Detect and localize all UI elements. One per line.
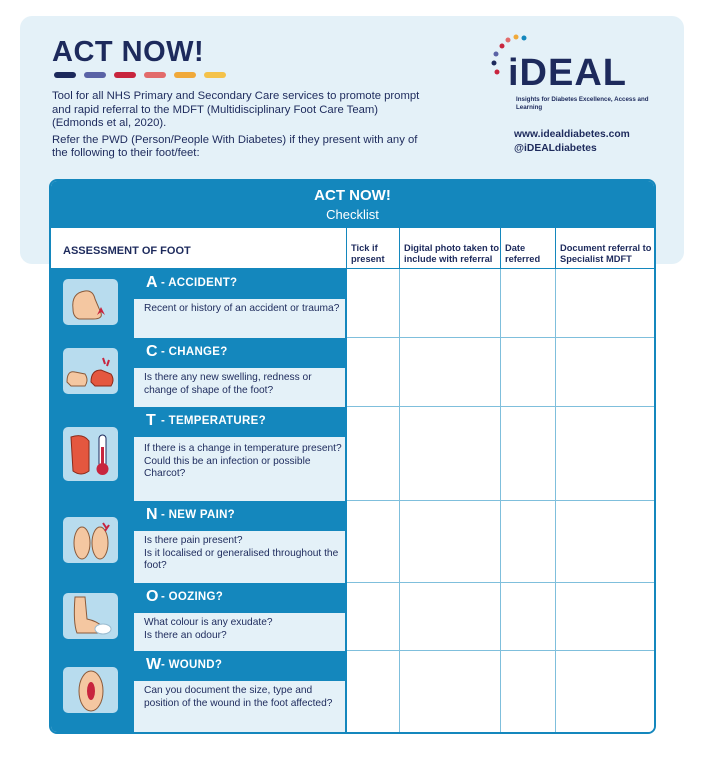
date-cell[interactable] xyxy=(501,651,556,732)
tick-cell[interactable] xyxy=(347,269,400,338)
row-heading xyxy=(139,407,347,435)
intro-paragraph-2: Refer the PWD (Person/People With Diabetes) if they present with any of the following to their foot/feet: xyxy=(52,133,418,160)
question-line: Recent or history of an accident or trauma? xyxy=(144,303,340,314)
foot-wound-icon xyxy=(63,667,118,713)
row-letter: W xyxy=(146,656,162,673)
row-word: - TEMPERATURE? xyxy=(161,415,266,427)
question-line: Is there any new swelling, redness or change of shape of the foot? xyxy=(144,372,312,396)
date-cell[interactable] xyxy=(501,583,556,651)
row-wound xyxy=(51,651,654,732)
row-question xyxy=(134,368,345,407)
row-heading xyxy=(139,269,347,297)
column-header-date xyxy=(501,228,556,269)
date-cell[interactable] xyxy=(501,501,556,583)
document-cell[interactable] xyxy=(556,501,654,583)
photo-cell[interactable] xyxy=(400,583,501,651)
photo-cell[interactable] xyxy=(400,338,501,407)
intro-paragraph-1: Tool for all NHS Primary and Secondary Care services to promote prompt and rapid referral to the MDFT (Multidisciplinary Foot Care Team) (Edmonds et al, 2020). xyxy=(52,90,420,130)
photo-cell[interactable] xyxy=(400,269,501,338)
logo-tagline: Insights for Diabetes Excellence, Access and Learning xyxy=(516,96,649,111)
intro-text xyxy=(52,90,422,164)
row-question xyxy=(134,613,345,651)
date-cell[interactable] xyxy=(501,407,556,501)
swollen-foot-icon xyxy=(63,348,118,394)
row-word: - OOZING? xyxy=(161,591,224,603)
column-header-tick xyxy=(347,228,400,269)
date-cell[interactable] xyxy=(501,269,556,338)
row-heading xyxy=(139,583,347,611)
checklist-subtitle: Checklist xyxy=(326,207,379,222)
tick-cell[interactable] xyxy=(347,338,400,407)
row-temperature xyxy=(51,407,654,501)
question-line: Could this be an infection or possible Charcot? xyxy=(144,455,311,479)
row-heading xyxy=(139,338,347,366)
column-header-label: Date referred xyxy=(505,243,541,264)
row-question xyxy=(134,531,345,583)
thermometer-foot-icon xyxy=(63,427,118,481)
question-line: If there is a change in temperature present? xyxy=(144,443,342,454)
social-handle: @iDEALdiabetes xyxy=(514,142,597,154)
row-word: - WOUND? xyxy=(161,659,223,671)
tick-cell[interactable] xyxy=(347,501,400,583)
color-dash xyxy=(84,72,106,78)
document-cell[interactable] xyxy=(556,583,654,651)
contact-info xyxy=(514,128,630,155)
row-word: - ACCIDENT? xyxy=(161,277,238,289)
tick-cell[interactable] xyxy=(347,407,400,501)
photo-cell[interactable] xyxy=(400,501,501,583)
assessment-header xyxy=(51,228,347,269)
column-header-label: Digital photo taken to include with referral xyxy=(404,243,500,264)
assessment-header-label: ASSESSMENT OF FOOT xyxy=(63,244,191,257)
page-title: ACT NOW! xyxy=(52,36,205,68)
row-question xyxy=(134,437,345,501)
column-header-document xyxy=(556,228,654,269)
question-line: What colour is any exudate? xyxy=(144,617,273,628)
question-line: Is there an odour? xyxy=(144,629,227,641)
document-cell[interactable] xyxy=(556,407,654,501)
row-heading xyxy=(139,651,347,679)
date-cell[interactable] xyxy=(501,338,556,407)
checklist-table xyxy=(49,179,656,734)
row-letter: O xyxy=(146,588,159,605)
color-dash xyxy=(144,72,166,78)
document-cell[interactable] xyxy=(556,269,654,338)
tick-cell[interactable] xyxy=(347,651,400,732)
row-change xyxy=(51,338,654,407)
logo-wordmark: iDEAL xyxy=(508,52,627,94)
foot-injury-icon xyxy=(63,279,118,325)
row-letter: T xyxy=(146,412,156,429)
color-dashes xyxy=(54,72,226,78)
website-link[interactable]: www.idealdiabetes.com xyxy=(514,129,630,140)
painful-feet-icon xyxy=(63,517,118,563)
row-oozing xyxy=(51,583,654,651)
checklist-header xyxy=(51,181,654,228)
photo-cell[interactable] xyxy=(400,651,501,732)
color-dash xyxy=(204,72,226,78)
row-letter: C xyxy=(146,343,158,360)
document-cell[interactable] xyxy=(556,338,654,407)
tick-cell[interactable] xyxy=(347,583,400,651)
row-word: - NEW PAIN? xyxy=(161,509,235,521)
color-dash xyxy=(174,72,196,78)
photo-cell[interactable] xyxy=(400,407,501,501)
row-accident xyxy=(51,269,654,338)
color-dash xyxy=(114,72,136,78)
column-header-photo xyxy=(400,228,501,269)
color-dash xyxy=(54,72,76,78)
row-word: - CHANGE? xyxy=(161,346,228,358)
row-letter: A xyxy=(146,274,158,291)
document-cell[interactable] xyxy=(556,651,654,732)
question-line: Can you document the size, type and position of the wound in the foot affected? xyxy=(144,685,333,709)
row-question xyxy=(134,681,345,732)
row-heading xyxy=(139,501,347,529)
column-header-label: Tick if present xyxy=(351,243,385,264)
question-line: Is there pain present? xyxy=(144,535,243,546)
row-new-pain xyxy=(51,501,654,583)
row-letter: N xyxy=(146,506,158,523)
row-question xyxy=(134,299,345,338)
column-header-label: Document referral to Specialist MDFT xyxy=(560,243,652,264)
checklist-title: ACT NOW! xyxy=(314,187,391,204)
question-line: Is it localised or generalised throughout the foot? xyxy=(144,547,339,571)
oozing-foot-icon xyxy=(63,593,118,639)
